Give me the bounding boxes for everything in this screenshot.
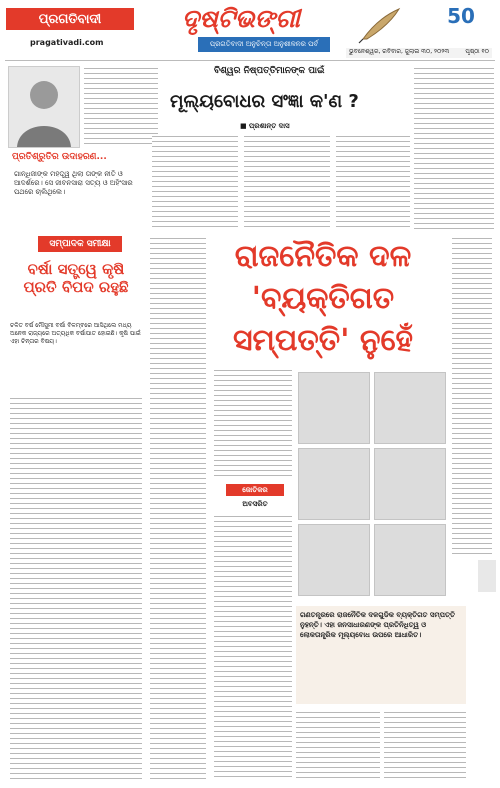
politician-photo-grid <box>298 372 446 596</box>
editorial-headline: ବର୍ଷା ସତ୍ତ୍ୱେ କୃଷି ପ୍ରତି ବିପଦ ରହୁଛି <box>23 260 129 296</box>
pullquote-heading: ପ୍ରତିଶ୍ରୁତିର ଉଦାହରଣ... <box>12 152 107 162</box>
quill-icon <box>357 5 405 45</box>
editorial-summary: ଚଳିତ ବର୍ଷ ମୌସୁମୀ ବର୍ଷା ବିଳମ୍ବରେ ଆସିଥିଲେ ମଧ୍ୟ ଅନେକ ରାଜ୍ୟରେ ଅତ୍ୟଧିକ ବର୍ଷାପାତ ହୋଇଛି। କୃଷି ପାଇଁ ଏହା ଚିନ୍ତାର ବିଷୟ। <box>10 322 141 345</box>
politician-photo <box>374 448 446 520</box>
supplement-tagline: ପ୍ରଗତିବାଦୀ ଅନୁଚିନ୍ତା ଅନୁଶୀଳନର ପର୍ବ <box>198 37 330 52</box>
editorial-section-tag: ସମ୍ପାଦକ ସମୀକ୍ଷା <box>38 236 122 252</box>
masthead <box>0 0 500 60</box>
essay-kicker: ବିଶ୍ୱର ନିଷ୍ପତ୍ତିମାନଙ୍କ ପାଇଁ <box>214 66 325 76</box>
column-label: ଅବସରିତ <box>242 500 268 508</box>
essay-column-1 <box>84 66 158 148</box>
header-divider <box>5 60 495 61</box>
politician-photo <box>374 524 446 596</box>
story-column-4 <box>296 710 380 780</box>
politician-photo <box>298 448 370 520</box>
story-column-2 <box>214 368 292 480</box>
editorial-body <box>10 396 142 780</box>
date-text: ଭୁବନେଶ୍ୱର, ରବିବାର, ଜୁଲାଇ ୩୦, ୨୦୨୩ <box>349 48 450 55</box>
story-column-6 <box>452 236 492 556</box>
essay-column-5 <box>414 66 494 230</box>
essay-column-3 <box>244 134 330 230</box>
dateline <box>346 48 492 58</box>
fold-marker <box>478 560 496 592</box>
story-column-3 <box>214 514 292 780</box>
pullquote: ଗାନ୍ଧିଜୀଙ୍କ ମହତ୍ତ୍ୱ ଥିଲା ତାଙ୍କ ନୀତି ଓ ଆଦର୍ଶରେ। ସେ ଜୀବନସାରା ସତ୍ୟ ଓ ଅହିଂସାର ପଥରେ ଚାଲିଥିଲେ। <box>14 170 133 196</box>
politician-photo <box>298 372 370 444</box>
author-photo <box>8 66 80 148</box>
essay-column-4 <box>336 134 410 230</box>
subsection-tag: ଜୋତିକର <box>226 484 284 496</box>
anniversary-badge: 50 <box>447 4 475 28</box>
newspaper-logo: ପ୍ରଗତିବାଦୀ <box>6 8 134 30</box>
politician-photo <box>298 524 370 596</box>
supplement-title: ଦୃଷ୍ଟିଭଙ୍ଗୀ <box>182 4 301 33</box>
main-headline: ରାଜନୈତିକ ଦଳ 'ବ୍ୟକ୍ତିଗତ ସମ୍ପତ୍ତି' ନୁହେଁ <box>232 239 414 358</box>
story-column-1 <box>150 236 206 780</box>
story-column-5 <box>384 710 466 780</box>
page-label: ପୃଷ୍ଠା ୧୦ <box>465 48 489 55</box>
highlight-box: ଗଣତନ୍ତ୍ରରେ ରାଜନୈତିକ ଦଳଗୁଡିକ ବ୍ୟକ୍ତିଗତ ସମ୍ପତ୍ତି ନୁହନ୍ତି। ଏହା ଜନସାଧାରଣଙ୍କ ପ୍ରତିନିଧିତ୍ୱ ଓ ଲୋକତାନ୍ତ୍ରିକ ମୂଲ୍ୟବୋଧ ଉପରେ ଆଧାରିତ। <box>296 606 466 704</box>
essay-byline: ■ ପ୍ରଶାନ୍ତ ଦାସ <box>240 122 290 130</box>
politician-photo <box>374 372 446 444</box>
essay-headline: ମୂଲ୍ୟବୋଧର ସଂଜ୍ଞା କ'ଣ ? <box>170 90 359 112</box>
site-url[interactable]: pragativadi.com <box>30 38 104 47</box>
essay-column-2 <box>152 134 238 230</box>
